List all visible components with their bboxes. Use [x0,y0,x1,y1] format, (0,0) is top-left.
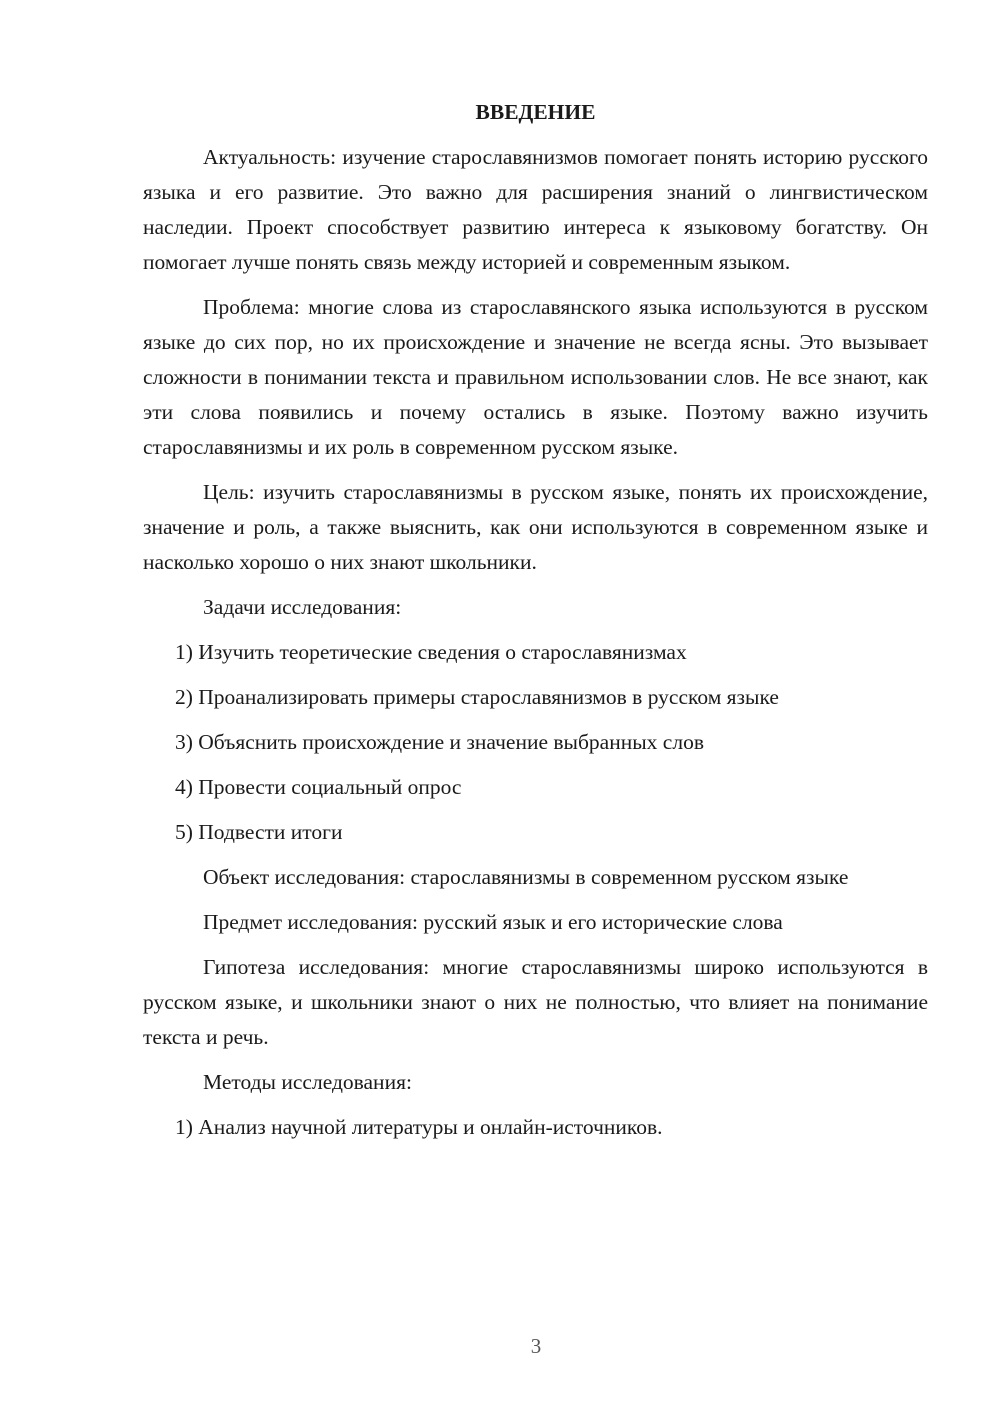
page-number: 3 [530,1334,542,1358]
task-item: 1) Изучить теоретические сведения о старославянизмах [175,640,687,664]
task-item: 5) Подвести итоги [175,820,343,844]
task-item: 2) Проанализировать примеры старославянизмов в русском языке [175,685,779,709]
methods-label: Методы исследования: [203,1070,412,1094]
method-item: 1) Анализ научной литературы и онлайн-источников. [175,1115,663,1139]
problem-paragraph: Проблема: многие слова из старославянского языка используются в русском языке до сих пор, но их происхождение и значение не всегда ясны. Это вызывает сложности в понимании текста и правильном использовании слов. Не все знают, как эти слова появились и почему остались в языке. Поэтому важно изучить старославянизмы и их роль в современном русском языке. [143,295,928,459]
goal-paragraph: Цель: изучить старославянизмы в русском языке, понять их происхождение, значение и роль, а также выяснить, как они используются в современном языке и насколько хорошо о них знают школьники. [143,480,928,574]
tasks-label: Задачи исследования: [203,595,402,619]
task-item: 4) Провести социальный опрос [175,775,462,799]
subject-paragraph: Предмет исследования: русский язык и его исторические слова [203,910,783,934]
task-item: 3) Объяснить происхождение и значение выбранных слов [175,730,704,754]
section-heading: ВВЕДЕНИЕ [475,100,596,124]
object-paragraph: Объект исследования: старославянизмы в современном русском языке [203,865,849,889]
page-content [143,96,928,1155]
hypothesis-paragraph: Гипотеза исследования: многие старославянизмы широко используются в русском языке, и школьники знают о них не полностью, что влияет на понимание текста и речь. [143,955,928,1049]
relevance-paragraph: Актуальность: изучение старославянизмов помогает понять историю русского языка и его развитие. Это важно для расширения знаний о лингвистическом наследии. Проект способствует развитию интереса к языковому богатству. Он помогает лучше понять связь между историей и современным языком. [143,145,928,274]
